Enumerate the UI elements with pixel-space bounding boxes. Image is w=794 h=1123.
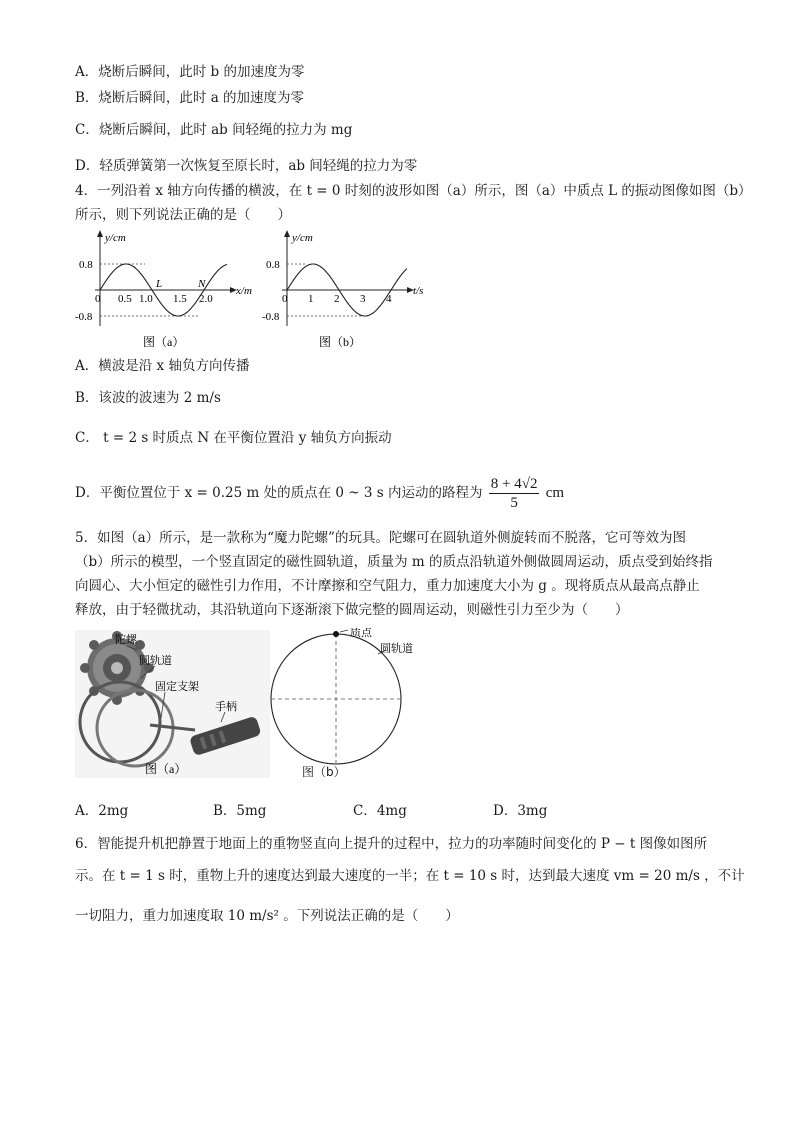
q4-option-b: B．该波的波速为 2 m/s xyxy=(75,390,221,406)
fig-a-y-tick-top: 0.8 xyxy=(79,259,93,271)
fig5b-label-particle: 质点 xyxy=(350,628,372,639)
q4-option-d-text: D．平衡位置位于 x = 0.25 m 处的质点在 0 ~ 3 s 内运动的路程为 xyxy=(75,485,483,501)
q6-stem-line3: 一切阻力，重力加速度取 10 m/s² 。下列说法正确的是（ ） xyxy=(75,908,459,924)
q4-option-d xyxy=(75,471,564,515)
q4-figure-a xyxy=(75,228,260,353)
fig-b-x-tick-2: 2 xyxy=(334,293,340,305)
fig-a-label-l: L xyxy=(156,278,163,290)
fig-a-caption: 图（a） xyxy=(143,335,185,349)
fig-a-x-tick-20: 2.0 xyxy=(199,293,213,305)
q6-stem-line1: 6．智能提升机把静置于地面上的重物竖直向上提升的过程中，拉力的功率随时间变化的 P − t 图像如图所 xyxy=(75,836,708,852)
q4-option-d-fraction xyxy=(489,475,540,512)
q4-stem-line1: 4．一列沿着 x 轴方向传播的横波，在 t = 0 时刻的波形如图（a）所示，图（a）中质点 L 的振动图像如图（b） xyxy=(75,183,752,199)
fig5a-label-handle: 手柄 xyxy=(215,701,237,713)
fig5b-caption: 图（b） xyxy=(302,765,346,779)
q5-stem-line1: 5．如图（a）所示，是一款称为“魔力陀螺”的玩具。陀螺可在圆轨道外侧旋转而不脱落，它可等效为图 xyxy=(75,530,686,546)
fig-b-x-tick-1: 1 xyxy=(308,293,314,305)
q3-option-b: B．烧断后瞬间，此时 a 的加速度为零 xyxy=(75,90,305,106)
q4-option-d-unit: cm xyxy=(545,485,565,501)
fig-a-x-tick-05: 0.5 xyxy=(118,293,132,305)
fig-a-y-tick-bottom: -0.8 xyxy=(75,311,93,323)
q3-option-d: D．轻质弹簧第一次恢复至原长时，ab 间轻绳的拉力为零 xyxy=(75,158,418,174)
fig-b-y-tick-top: 0.8 xyxy=(266,259,280,271)
fig5a-label-track: 圆轨道 xyxy=(139,655,172,667)
q5-figure-a-toy-photo xyxy=(75,630,270,778)
q5-option-c: C．4mg xyxy=(353,803,407,819)
q3-option-a: A．烧断后瞬间，此时 b 的加速度为零 xyxy=(75,64,305,80)
fig-b-caption: 图（b） xyxy=(319,335,362,349)
fraction-denominator: 5 xyxy=(510,495,518,511)
q6-stem-line2: 示。在 t = 1 s 时，重物上升的速度达到最大速度的一半；在 t = 10 s 时，达到最大速度 vm = 20 m/s ，不计 xyxy=(75,868,745,884)
q5-stem-line4: 释放，由于轻微扰动，其沿轨道向下逐渐滚下做完整的圆周运动，则磁性引力至少为（ ） xyxy=(75,602,629,618)
q5-option-d: D．3mg xyxy=(493,803,548,819)
fig-a-x-tick-15: 1.5 xyxy=(173,293,187,305)
q5-option-a: A．2mg xyxy=(75,803,129,819)
q4-option-c: C． t = 2 s 时质点 N 在平衡位置沿 y 轴负方向振动 xyxy=(75,430,392,446)
fraction-numerator: 8 + 4√2 xyxy=(490,476,538,492)
fig-b-y-tick-bottom: -0.8 xyxy=(262,311,280,323)
q5-option-b: B．5mg xyxy=(213,803,267,819)
fig-b-x-tick-4: 4 xyxy=(386,293,392,305)
fig-b-x-tick-0: 0 xyxy=(282,293,288,305)
fig-a-label-n: N xyxy=(198,278,206,290)
q5-stem-line2: （b）所示的模型，一个竖直固定的磁性圆轨道，质量为 m 的质点沿轨道外侧做圆周运动，质点受到始终指 xyxy=(75,554,713,570)
q3-option-c: C．烧断后瞬间，此时 ab 间轻绳的拉力为 mg xyxy=(75,122,353,138)
q5-stem-line3: 向圆心、大小恒定的磁性引力作用，不计摩擦和空气阻力，重力加速度大小为 g 。现将质点从最高点静止 xyxy=(75,578,700,594)
fig-a-y-label: y/cm xyxy=(105,232,126,244)
fig-b-x-label: t/s xyxy=(413,285,424,297)
fig5a-label-top: 陀螺 xyxy=(115,634,137,646)
fig5a-caption: 图（a） xyxy=(145,762,187,776)
fig-a-x-tick-10: 1.0 xyxy=(139,293,153,305)
q4-figure-b xyxy=(262,228,437,353)
fig-a-x-label: x/m xyxy=(236,285,252,297)
fig-a-x-tick-0: 0 xyxy=(95,293,101,305)
particle-dot xyxy=(333,631,339,637)
q4-option-a: A．横波是沿 x 轴负方向传播 xyxy=(75,358,250,374)
fig5a-label-support: 固定支架 xyxy=(155,681,199,693)
q5-figure-b-circle xyxy=(268,628,428,778)
q4-stem-line2: 所示，则下列说法正确的是（ ） xyxy=(75,207,291,223)
fig-b-y-label: y/cm xyxy=(292,232,313,244)
fig-b-x-tick-3: 3 xyxy=(360,293,366,305)
fig5b-label-track: 圆轨道 xyxy=(380,643,413,655)
